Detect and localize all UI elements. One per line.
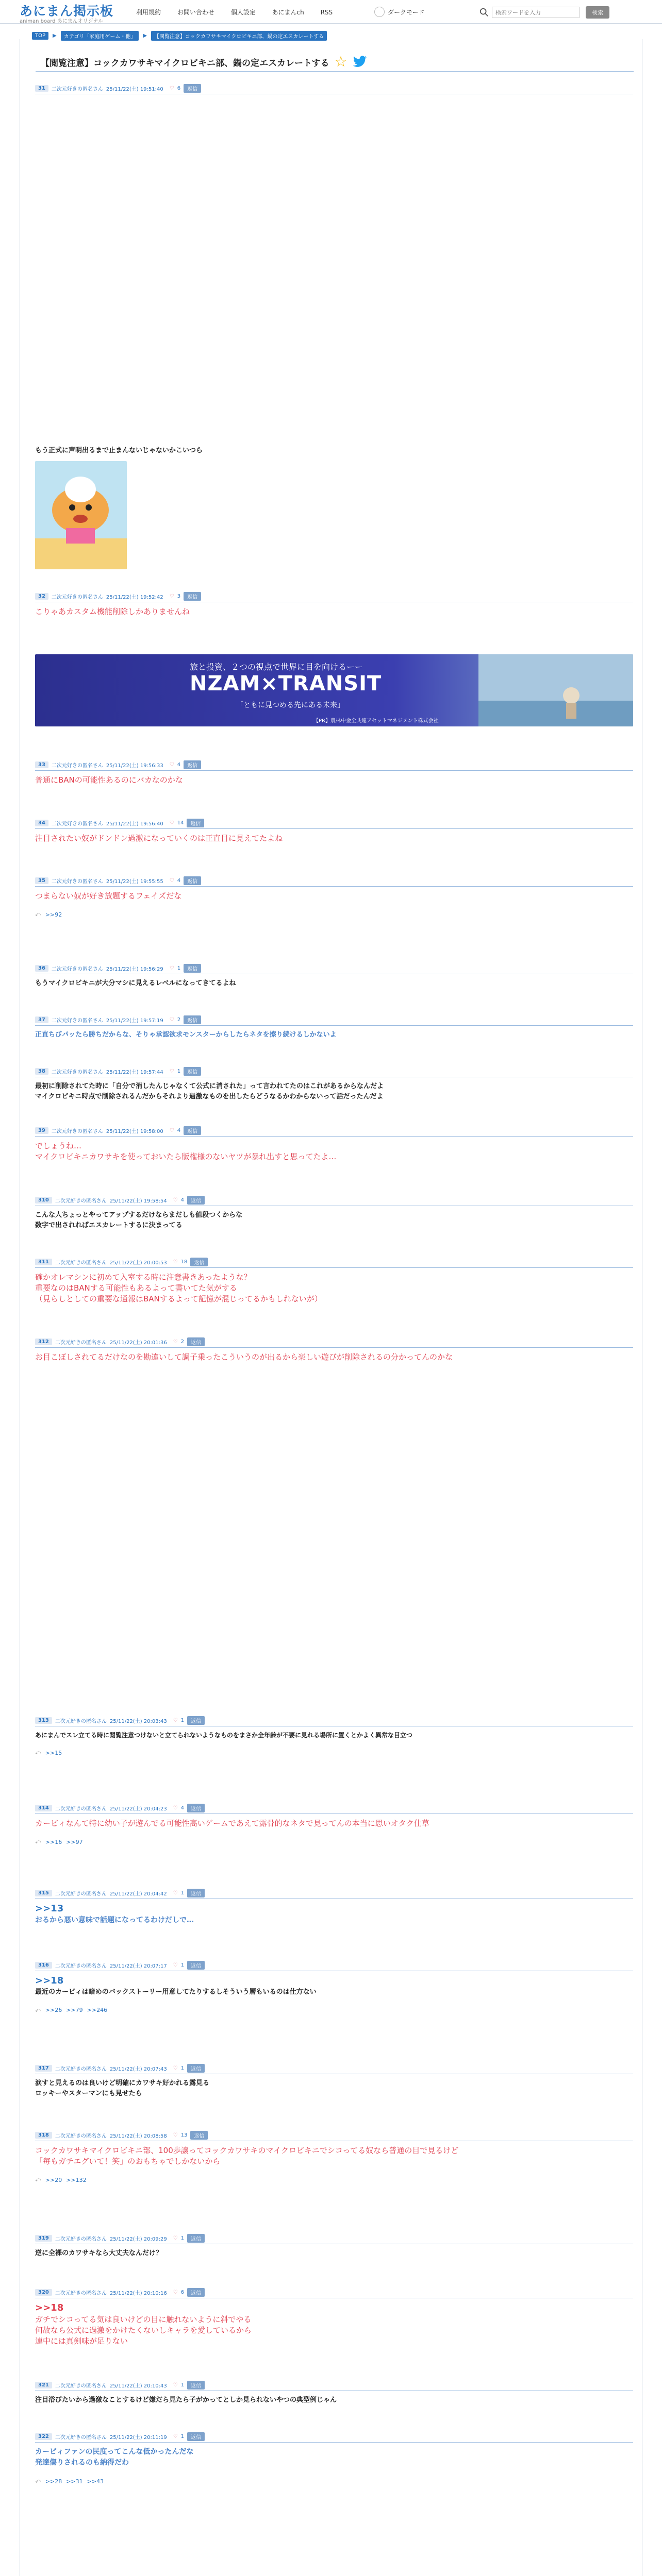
post bbox=[35, 818, 633, 844]
post-text: 涙すと見えるのは良いけど明確にカワサキ好かれる露見る ロッキーやスターマンにも見せたら bbox=[35, 2079, 210, 2097]
reply-arrow-icon: ⤺ bbox=[35, 1749, 41, 1756]
post-meta bbox=[35, 2432, 633, 2441]
post-author: 二次元好きの匿名さん bbox=[55, 1718, 107, 1724]
like-count: 4 bbox=[177, 877, 181, 884]
post-date: 25/11/22(土) 19:56:40 bbox=[106, 821, 163, 827]
post-number[interactable]: 316 bbox=[35, 1962, 52, 1969]
post bbox=[35, 2287, 633, 2347]
anchor-link[interactable]: >>13 bbox=[35, 1903, 64, 1914]
heart-icon[interactable]: ♡ bbox=[173, 1717, 178, 1723]
like-count: 6 bbox=[180, 2289, 185, 2295]
post-number[interactable]: 39 bbox=[35, 1127, 48, 1134]
post-meta bbox=[35, 83, 633, 93]
reply-button[interactable]: 返信 bbox=[187, 1716, 205, 1725]
nav-rss[interactable]: RSS bbox=[320, 9, 333, 16]
post-date: 25/11/22(土) 19:56:29 bbox=[106, 966, 163, 972]
post-text: でしょうね… マイクロビキニカワサキを使っておいたら版権様のないヤツが暴れ出すと思ってたよ… bbox=[35, 1141, 337, 1161]
post-meta bbox=[35, 2380, 633, 2389]
like-count: 4 bbox=[177, 761, 181, 768]
heart-icon[interactable]: ♡ bbox=[169, 761, 174, 768]
post-author: 二次元好きの匿名さん bbox=[55, 2383, 107, 2389]
post-text: おるから悪い意味で話題になってるわけだしで… bbox=[35, 1916, 194, 1924]
post-date: 25/11/22(土) 19:55:55 bbox=[106, 878, 163, 885]
post-date: 25/11/22(土) 20:10:43 bbox=[109, 2383, 167, 2389]
post-date: 25/11/22(土) 20:00:53 bbox=[109, 1260, 167, 1266]
post-number[interactable]: 314 bbox=[35, 1805, 52, 1811]
post-meta bbox=[35, 2287, 633, 2297]
reply-button[interactable]: 返信 bbox=[187, 2064, 205, 2073]
post bbox=[35, 760, 633, 786]
reply-arrow-icon: ⤺ bbox=[35, 2478, 41, 2484]
post bbox=[35, 1126, 633, 1162]
post-number[interactable]: 311 bbox=[35, 1259, 52, 1265]
reply-ref-link[interactable]: >>28 bbox=[45, 2478, 62, 2485]
reply-button[interactable]: 返信 bbox=[187, 2288, 205, 2297]
heart-icon[interactable]: ♡ bbox=[173, 1890, 178, 1896]
reply-button[interactable]: 返信 bbox=[190, 2131, 208, 2140]
post-meta bbox=[35, 1716, 633, 1725]
post bbox=[35, 83, 633, 94]
post-number[interactable]: 33 bbox=[35, 761, 48, 768]
post-text: ガチでシコってる気は良いけどの目に触れないように斜でやる 何故なら公式に過激をかけたくないしキャラを愛しているから 連中には真剣味が足りない bbox=[35, 2315, 252, 2346]
reply-refs bbox=[35, 2007, 633, 2014]
reply-arrow-icon: ⤺ bbox=[35, 2176, 41, 2183]
post-number[interactable]: 321 bbox=[35, 2382, 52, 2388]
like-count: 1 bbox=[180, 2065, 185, 2071]
post-date: 25/11/22(土) 20:08:58 bbox=[109, 2133, 167, 2139]
reply-button[interactable]: 返信 bbox=[184, 84, 201, 93]
post-date: 25/11/22(土) 19:52:42 bbox=[106, 594, 163, 600]
post bbox=[35, 1888, 633, 1926]
post-date: 25/11/22(土) 20:07:17 bbox=[109, 1963, 167, 1969]
like-count: 1 bbox=[180, 2433, 185, 2439]
like-count: 14 bbox=[177, 820, 184, 826]
ad-subtitle: 「ともに見つめる先にある未来」 bbox=[236, 701, 344, 709]
like-count: 18 bbox=[180, 1259, 188, 1265]
reply-button[interactable]: 返信 bbox=[187, 2432, 205, 2441]
post bbox=[35, 963, 633, 989]
post-author: 二次元好きの匿名さん bbox=[55, 1891, 107, 1897]
post-author: 二次元好きの匿名さん bbox=[51, 86, 103, 92]
post-divider bbox=[35, 1267, 633, 1268]
reply-ref-link[interactable]: >>31 bbox=[66, 2478, 83, 2485]
post-meta bbox=[35, 1337, 633, 1346]
post-date: 25/11/22(土) 20:07:43 bbox=[109, 2066, 167, 2072]
reply-button[interactable]: 返信 bbox=[184, 1126, 201, 1135]
post-text: カービィなんて特に幼い子が遊んでる可能性高いゲームであえて露骨的なネタで見ってんの本当に思いオタク仕草 bbox=[35, 1819, 429, 1828]
ad-pr-label: 【PR】農林中金全共連アセットマネジメント株式会社 bbox=[313, 718, 439, 724]
reply-arrow-icon: ⤺ bbox=[35, 911, 41, 918]
post-text: 注目されたい奴がドンドン過激になっていくのは正直目に見えてたよね bbox=[35, 834, 283, 843]
toggle-icon[interactable] bbox=[374, 7, 385, 17]
heart-icon[interactable]: ♡ bbox=[173, 2235, 178, 2241]
post-date: 25/11/22(土) 19:57:44 bbox=[106, 1069, 163, 1075]
like-count: 1 bbox=[180, 1962, 185, 1968]
post-text: 逆に全裸のカワサキなら大丈夫なんだけ？ bbox=[35, 2249, 163, 2257]
heart-icon[interactable]: ♡ bbox=[173, 1197, 178, 1203]
reply-button[interactable]: 返信 bbox=[187, 1804, 205, 1812]
title-divider bbox=[36, 71, 634, 72]
reply-button[interactable]: 返信 bbox=[184, 1015, 201, 1024]
breadcrumb-thread[interactable]: 【閲覧注意】コックカワサキマイクロビキニ部、鍋の定エスカレートする bbox=[151, 31, 327, 41]
heart-icon[interactable]: ♡ bbox=[169, 877, 174, 884]
reply-ref-link[interactable]: >>20 bbox=[45, 2176, 62, 2183]
reply-button[interactable]: 返信 bbox=[187, 1889, 205, 1897]
reply-button[interactable]: 返信 bbox=[187, 2381, 205, 2389]
reply-ref-link[interactable]: >>132 bbox=[66, 2176, 87, 2183]
logo-text: あにまん掲示板 bbox=[20, 4, 114, 19]
post-meta bbox=[35, 876, 633, 885]
post-image[interactable] bbox=[35, 461, 127, 569]
post-divider bbox=[35, 1347, 633, 1348]
post-author: 二次元好きの匿名さん bbox=[55, 1260, 107, 1266]
post-meta bbox=[35, 963, 633, 973]
post-number[interactable]: 35 bbox=[35, 877, 48, 884]
post bbox=[35, 876, 633, 918]
post-author: 二次元好きの匿名さん bbox=[51, 762, 103, 769]
post-number[interactable]: 317 bbox=[35, 2065, 52, 2072]
reply-button[interactable]: 返信 bbox=[184, 1067, 201, 1076]
post bbox=[35, 2063, 633, 2098]
post-text: 普通にBANの可能性あるのにバカなのかな bbox=[35, 775, 183, 785]
heart-icon[interactable]: ♡ bbox=[169, 593, 174, 599]
heart-icon[interactable]: ♡ bbox=[173, 2065, 178, 2071]
post-author: 二次元好きの匿名さん bbox=[55, 2133, 107, 2139]
like-count: 2 bbox=[177, 1016, 181, 1023]
post-author: 二次元好きの匿名さん bbox=[55, 1198, 107, 1204]
nav-terms[interactable]: 利用規約 bbox=[136, 9, 161, 16]
post bbox=[35, 1337, 633, 1363]
heart-icon[interactable]: ♡ bbox=[169, 965, 174, 971]
ad-brand: NZAM×TRANSIT bbox=[190, 672, 382, 696]
reply-ref-link[interactable]: >>16 bbox=[45, 1838, 62, 1845]
post-text: お目こぼしされてるだけなのを勘違いして調子乗ったこういうのが出るから楽しい遊びが削除されるの分かってんのかな bbox=[35, 1352, 453, 1362]
twitter-icon[interactable] bbox=[353, 56, 367, 68]
post-date: 25/11/22(土) 19:58:54 bbox=[109, 1198, 167, 1204]
like-count: 3 bbox=[177, 593, 181, 599]
post-date: 25/11/22(土) 20:11:19 bbox=[109, 2434, 167, 2441]
heart-icon[interactable]: ♡ bbox=[173, 1338, 178, 1345]
heart-icon[interactable]: ♡ bbox=[173, 2433, 178, 2439]
ad-banner[interactable] bbox=[35, 654, 633, 726]
post-meta bbox=[35, 1195, 633, 1205]
post-date: 25/11/22(土) 20:09:29 bbox=[109, 2236, 167, 2242]
reply-button[interactable]: 返信 bbox=[187, 1196, 205, 1205]
post-divider bbox=[35, 1025, 633, 1026]
reply-button[interactable]: 返信 bbox=[184, 592, 201, 601]
post-date: 25/11/22(土) 20:04:23 bbox=[109, 1806, 167, 1812]
post-divider bbox=[35, 1136, 633, 1137]
nav-animanch[interactable]: あにまんch bbox=[272, 9, 304, 16]
post-author: 二次元好きの匿名さん bbox=[55, 1963, 107, 1969]
reply-button[interactable]: 返信 bbox=[187, 819, 204, 827]
post-number[interactable]: 319 bbox=[35, 2235, 52, 2242]
reply-refs bbox=[35, 1749, 633, 1756]
post-text: 正直ちびパッたら勝ちだからな、そりゃ承認欲求モンスターからしたらネタを擦り続けるしかないよ bbox=[35, 1031, 337, 1039]
heart-icon[interactable]: ♡ bbox=[169, 1068, 174, 1074]
post-number[interactable]: 310 bbox=[35, 1197, 52, 1204]
post-author: 二次元好きの匿名さん bbox=[55, 1340, 107, 1346]
post-text: コックカワサキマイクロビキニ部、100歩譲ってコックカワサキのマイクロビキニでシコってる奴なら普通の目で見るけど 「毎もガチエグいて！笑」のおもちゃでしかないから bbox=[35, 2146, 459, 2166]
post-date: 25/11/22(土) 20:10:16 bbox=[109, 2290, 167, 2296]
post-meta bbox=[35, 1257, 633, 1266]
post-text: あにまんでスレ立てる時に閲覧注意つけないと立てられないようなものをまさか全年齢が不要に見れる場所に置くとかよく異常な目立つ bbox=[35, 1732, 413, 1739]
nav-settings[interactable]: 個人設定 bbox=[230, 9, 256, 16]
heart-icon[interactable]: ♡ bbox=[173, 2382, 178, 2388]
post-number[interactable]: 313 bbox=[35, 1717, 52, 1724]
post-meta bbox=[35, 1960, 633, 1970]
dark-mode-label: ダークモード bbox=[388, 8, 425, 16]
site-logo[interactable] bbox=[20, 1, 114, 24]
search-icon bbox=[479, 8, 489, 17]
reply-refs bbox=[35, 911, 633, 918]
post-meta bbox=[35, 1015, 633, 1024]
post-author: 二次元好きの匿名さん bbox=[55, 2434, 107, 2441]
post bbox=[35, 1066, 633, 1101]
post-author: 二次元好きの匿名さん bbox=[55, 2066, 107, 2072]
like-count: 1 bbox=[180, 1717, 185, 1723]
post-date: 25/11/22(土) 19:57:19 bbox=[106, 1018, 163, 1024]
anchor-link[interactable]: >>18 bbox=[35, 2302, 64, 2313]
reply-button[interactable]: 返信 bbox=[184, 876, 201, 885]
search-button[interactable]: 検索 bbox=[586, 6, 609, 19]
reply-ref-link[interactable]: >>26 bbox=[45, 2007, 62, 2013]
post-number[interactable]: 315 bbox=[35, 1890, 52, 1896]
heart-icon[interactable]: ♡ bbox=[169, 1127, 174, 1133]
heart-icon[interactable]: ♡ bbox=[173, 2132, 178, 2138]
post-author: 二次元好きの匿名さん bbox=[51, 1018, 103, 1024]
post-number[interactable]: 31 bbox=[35, 85, 48, 92]
post bbox=[35, 1015, 633, 1040]
like-count: 13 bbox=[180, 2132, 188, 2138]
heart-icon[interactable]: ♡ bbox=[173, 1259, 178, 1265]
post-divider bbox=[35, 828, 633, 829]
reply-button[interactable]: 返信 bbox=[187, 2234, 205, 2243]
nav-contact[interactable]: お問い合わせ bbox=[177, 9, 214, 16]
post-text: つまらない奴が好き放題するフェイズだな bbox=[35, 891, 182, 901]
ad-headline: 旅と投資、２つの視点で世界に目を向けるーー bbox=[190, 662, 363, 672]
post bbox=[35, 1716, 633, 1756]
reply-refs bbox=[35, 2478, 633, 2485]
reply-button[interactable]: 返信 bbox=[187, 1337, 205, 1346]
post-number[interactable]: 322 bbox=[35, 2433, 52, 2440]
post bbox=[35, 1803, 633, 1845]
post-date: 25/11/22(土) 20:03:43 bbox=[109, 1718, 167, 1724]
post-author: 二次元好きの匿名さん bbox=[51, 1128, 103, 1134]
heart-icon[interactable]: ♡ bbox=[169, 1016, 174, 1023]
post-author: 二次元好きの匿名さん bbox=[55, 2290, 107, 2296]
post-number[interactable]: 318 bbox=[35, 2132, 52, 2139]
post-date: 25/11/22(土) 19:51:40 bbox=[106, 86, 163, 92]
heart-icon[interactable]: ♡ bbox=[173, 2289, 178, 2295]
reply-ref-link[interactable]: >>92 bbox=[45, 911, 62, 918]
post-number[interactable]: 34 bbox=[35, 820, 48, 826]
post-meta bbox=[35, 1126, 633, 1135]
post-divider bbox=[35, 2442, 633, 2443]
anchor-link[interactable]: >>18 bbox=[35, 1975, 64, 1986]
heart-icon[interactable]: ♡ bbox=[169, 85, 174, 91]
dark-mode-toggle[interactable] bbox=[374, 7, 425, 17]
chevron-right-icon: ▶ bbox=[53, 33, 57, 39]
reply-ref-link[interactable]: >>43 bbox=[87, 2478, 104, 2485]
heart-icon[interactable]: ♡ bbox=[173, 1962, 178, 1968]
post-author: 二次元好きの匿名さん bbox=[51, 594, 103, 600]
like-count: 1 bbox=[180, 2382, 185, 2388]
post bbox=[35, 2432, 633, 2485]
post-body-31 bbox=[35, 442, 633, 569]
breadcrumb-top[interactable]: TOP bbox=[32, 32, 48, 40]
reply-button[interactable]: 返信 bbox=[187, 1961, 205, 1970]
post-date: 25/11/22(土) 19:56:33 bbox=[106, 762, 163, 769]
reply-button[interactable]: 返信 bbox=[184, 964, 201, 973]
post-text: もう正式に声明出るまで止まんないじゃないかこいつら bbox=[35, 447, 203, 454]
like-count: 2 bbox=[180, 1338, 185, 1345]
heart-icon[interactable]: ♡ bbox=[169, 820, 174, 826]
post-divider bbox=[35, 886, 633, 887]
like-count: 1 bbox=[180, 1890, 185, 1896]
like-count: 1 bbox=[177, 965, 181, 971]
post-date: 25/11/22(土) 19:58:00 bbox=[106, 1128, 163, 1134]
search-box bbox=[479, 6, 609, 19]
post-number[interactable]: 38 bbox=[35, 1068, 48, 1075]
post-author: 二次元好きの匿名さん bbox=[55, 1806, 107, 1812]
heart-icon[interactable]: ♡ bbox=[173, 1805, 178, 1811]
post-date: 25/11/22(土) 20:04:42 bbox=[109, 1891, 167, 1897]
breadcrumb-category[interactable]: カテゴリ「家庭用ゲーム・他」 bbox=[61, 31, 139, 41]
like-count: 4 bbox=[180, 1805, 185, 1811]
top-nav bbox=[136, 8, 347, 16]
post-meta bbox=[35, 818, 633, 827]
post-divider bbox=[35, 770, 633, 771]
search-input[interactable] bbox=[492, 7, 580, 18]
reply-ref-link[interactable]: >>97 bbox=[66, 1838, 83, 1845]
post bbox=[35, 1257, 633, 1304]
post-date: 25/11/22(土) 20:01:36 bbox=[109, 1340, 167, 1346]
chevron-right-icon: ▶ bbox=[143, 33, 147, 39]
chef-kawasaki-image bbox=[35, 461, 127, 569]
post-number[interactable]: 312 bbox=[35, 1338, 52, 1345]
post-meta bbox=[35, 2130, 633, 2140]
site-header bbox=[0, 0, 662, 24]
logo-subtitle: animan board あにまんオリジナル bbox=[20, 19, 104, 24]
post bbox=[35, 2233, 633, 2259]
reply-arrow-icon: ⤺ bbox=[35, 2006, 41, 2013]
thread-title bbox=[41, 55, 367, 69]
post-text: こりゃあカスタム機能削除しかありませんね bbox=[35, 607, 190, 616]
post bbox=[35, 591, 633, 617]
thread-title-text: 【閲覧注意】コックカワサキマイクロビキニ部、鍋の定エスカレートする bbox=[41, 58, 329, 69]
post-meta bbox=[35, 2063, 633, 2073]
reply-refs bbox=[35, 2176, 633, 2183]
post-text: 最初に削除されてた時に「自分で消したんじゃなくて公式に消された」って言われてたのはこれがあるからなんだよ マイクロビキニ時点で削除されるんだからそれより過激なものを出したらどうなるかわからないって話だったんだよ bbox=[35, 1082, 384, 1100]
post bbox=[35, 1960, 633, 2014]
post-meta bbox=[35, 1888, 633, 1897]
reply-ref-link[interactable]: >>79 bbox=[66, 2007, 83, 2013]
post-text: 最近のカービィは暗めのバックストーリー用意してたりするしそういう層もいるのは仕方ない bbox=[35, 1988, 317, 1996]
reply-ref-link[interactable]: >>15 bbox=[45, 1749, 62, 1756]
like-count: 4 bbox=[180, 1197, 185, 1203]
thread-container bbox=[20, 39, 642, 2576]
reply-button[interactable]: 返信 bbox=[184, 760, 201, 769]
favorite-star-icon[interactable]: ☆ bbox=[334, 53, 347, 70]
like-count: 6 bbox=[177, 85, 181, 91]
post-author: 二次元好きの匿名さん bbox=[51, 966, 103, 972]
post-author: 二次元好きの匿名さん bbox=[51, 878, 103, 885]
post-meta bbox=[35, 591, 633, 601]
post-author: 二次元好きの匿名さん bbox=[55, 2236, 107, 2242]
post-text: もうマイクロビキニが大分マシに見えるレベルになってきてるよね bbox=[35, 979, 236, 987]
post-meta bbox=[35, 1066, 633, 1076]
reply-button[interactable]: 返信 bbox=[190, 1258, 208, 1266]
post-meta bbox=[35, 1803, 633, 1812]
post-number[interactable]: 37 bbox=[35, 1016, 48, 1023]
reply-refs bbox=[35, 1838, 633, 1845]
post-meta bbox=[35, 760, 633, 769]
post-text: 確かオレマシンに初めて入室する時に注意書きあったような？ 重要なのはBANする可能性もあるよって書いてた気がする （見らしとしての重要な通報はBANするよって記憶が混じってるかもしれないが） bbox=[35, 1273, 322, 1303]
post-text: カービィファンの民度ってこんな低かったんだな 発達傷りされるのも納得だわ bbox=[35, 2448, 194, 2467]
reply-arrow-icon: ⤺ bbox=[35, 1838, 41, 1845]
post-text: 注目浴びたいから過激なことするけど嫌だら見たら子がかってとしか見られないやつの典型例じゃん bbox=[35, 2396, 337, 2404]
like-count: 1 bbox=[180, 2235, 185, 2241]
post bbox=[35, 2380, 633, 2405]
like-count: 4 bbox=[177, 1127, 181, 1133]
post bbox=[35, 1195, 633, 1230]
like-count: 1 bbox=[177, 1068, 181, 1074]
post-meta bbox=[35, 2233, 633, 2243]
post-author: 二次元好きの匿名さん bbox=[51, 821, 103, 827]
post-number[interactable]: 32 bbox=[35, 593, 48, 600]
post-number[interactable]: 320 bbox=[35, 2289, 52, 2296]
post-number[interactable]: 36 bbox=[35, 965, 48, 972]
post-text: こんな人ちょっとやってアップするだけならまだしも値段つくからな 数字で出されればエスカレートするに決まってる bbox=[35, 1211, 243, 1229]
post bbox=[35, 2130, 633, 2183]
post-author: 二次元好きの匿名さん bbox=[51, 1069, 103, 1075]
reply-ref-link[interactable]: >>246 bbox=[87, 2007, 108, 2013]
